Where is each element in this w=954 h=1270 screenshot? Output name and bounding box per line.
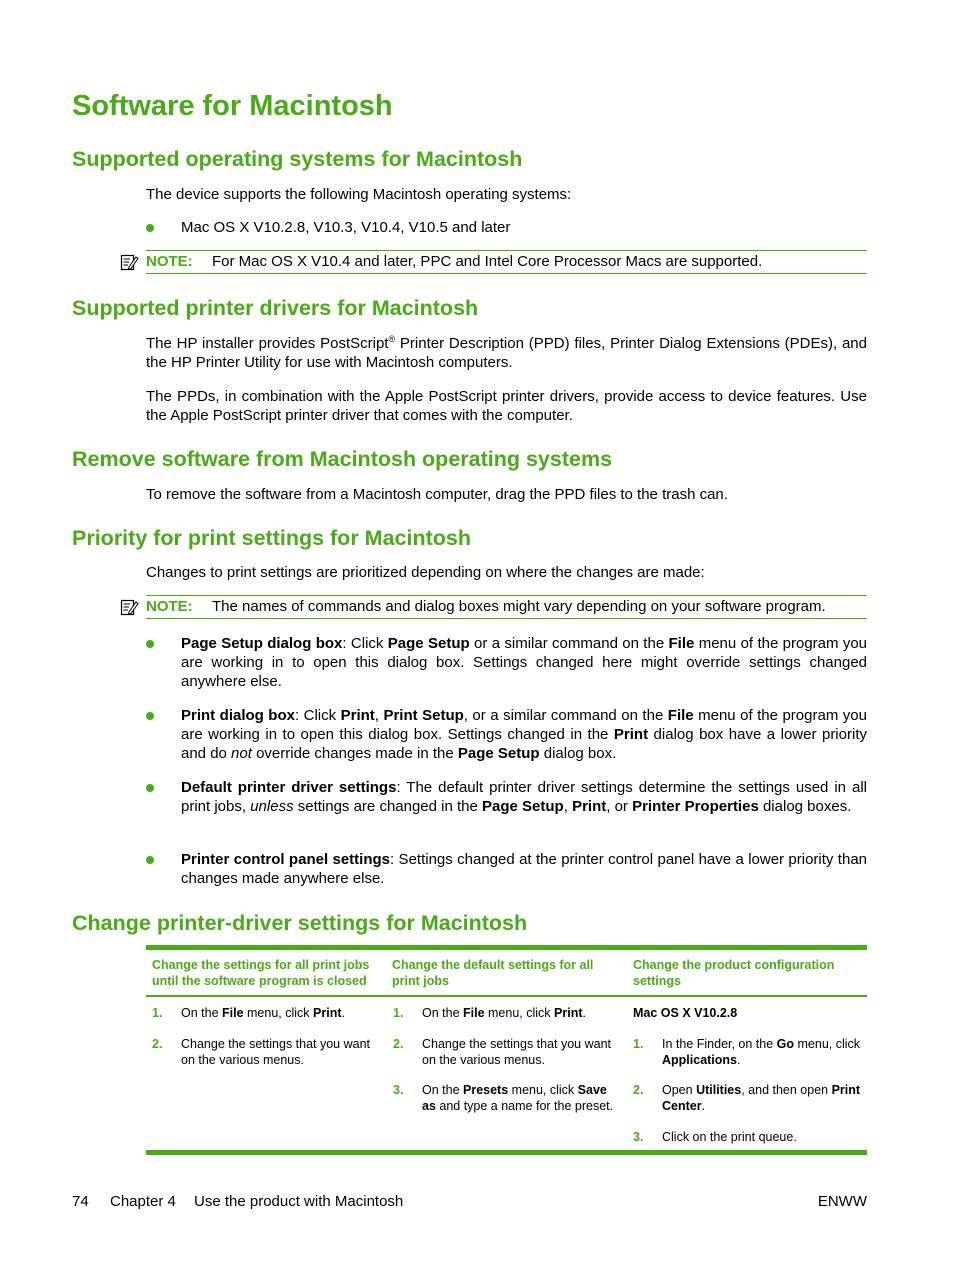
table-cell: Change the settings that you want on the various menus. — [422, 1037, 612, 1067]
table-cell: On the File menu, click Print. — [422, 1006, 586, 1020]
heading-change-settings: Change printer-driver settings for Macintosh — [72, 911, 528, 935]
table-top-rule — [146, 945, 867, 950]
table-cell: Click on the print queue. — [662, 1130, 797, 1144]
drivers-paragraph-2: The PPDs, in combination with the Apple PostScript printer drivers, provide access to device features. Use the Apple PostScript printer driver that comes with the computer. — [146, 388, 867, 424]
step-number: 3. — [633, 1130, 644, 1144]
note-pencil-icon — [120, 598, 139, 617]
page-number: 74 — [72, 1193, 89, 1210]
os-intro: The device supports the following Macintosh operating systems: — [146, 186, 572, 203]
os-bullet: Mac OS X V10.2.8, V10.3, V10.4, V10.5 and later — [181, 219, 511, 236]
drivers-paragraph-1: The HP installer provides PostScript® Printer Description (PPD) files, Printer Dialog Extensions (PDEs), and the HP Printer Utility for use with Macintosh computers. — [146, 334, 867, 371]
table-cell: On the File menu, click Print. — [181, 1006, 345, 1020]
note-label: NOTE: — [146, 253, 193, 270]
priority-intro: Changes to print settings are prioritized depending on where the changes are made: — [146, 564, 705, 581]
heading-remove-software: Remove software from Macintosh operating systems — [72, 447, 613, 471]
bullet-icon — [146, 856, 154, 864]
bullet-icon — [146, 640, 154, 648]
footer-right: ENWW — [817, 1193, 867, 1210]
table-cell: Open Utilities, and then open Print Center. — [662, 1083, 861, 1113]
step-number: 2. — [393, 1037, 404, 1051]
bullet-control-panel: Printer control panel settings: Settings changed at the printer control panel have a lower priority than changes made anywhere else. — [181, 851, 868, 887]
heading-supported-os: Supported operating systems for Macintosh — [72, 147, 523, 171]
bullet-icon — [146, 784, 154, 792]
note-text: The names of commands and dialog boxes might vary depending on your software program. — [212, 598, 826, 615]
table-header-col2: Change the default settings for all print jobs — [392, 958, 594, 988]
table-cell: Change the settings that you want on the various menus. — [181, 1037, 371, 1067]
bullet-icon — [146, 712, 154, 720]
note-pencil-icon — [120, 253, 139, 272]
bullet-page-setup: Page Setup dialog box: Click Page Setup or a similar command on the File menu of the program you are working in to open this dialog box. Settings changed here might override settings changed anywhere else. — [181, 635, 868, 690]
remove-paragraph: To remove the software from a Macintosh computer, drag the PPD files to the trash can. — [146, 486, 728, 503]
table-cell: On the Presets menu, click Save as and type a name for the preset. — [422, 1083, 614, 1113]
note-os — [146, 250, 867, 274]
bullet-icon — [146, 224, 154, 232]
step-number: 1. — [393, 1006, 404, 1020]
step-number: 2. — [152, 1037, 163, 1051]
note-text: For Mac OS X V10.4 and later, PPC and Intel Core Processor Macs are supported. — [212, 253, 763, 270]
heading-printer-drivers: Supported printer drivers for Macintosh — [72, 296, 479, 320]
table-bottom-rule — [146, 1150, 867, 1155]
heading-priority: Priority for print settings for Macintosh — [72, 526, 471, 550]
footer-chapter: Chapter 4 — [110, 1193, 176, 1210]
step-number: 3. — [393, 1083, 404, 1097]
table-header-col3: Change the product configuration settings — [633, 958, 835, 988]
step-number: 1. — [152, 1006, 163, 1020]
table-subheading: Mac OS X V10.2.8 — [633, 1006, 738, 1020]
bullet-print-dialog: Print dialog box: Click Print, Print Setup, or a similar command on the File menu of the program you are working in to open this dialog box. Settings changed in the Print dialog box have a lower priority and do not override changes made in the Page Setup dialog box. — [181, 707, 867, 762]
bullet-default-driver: Default printer driver settings: The default printer driver settings determine the settings used in all print jobs, unless settings are changed in the Page Setup, Print, or Printer Properties dialog boxes. — [181, 779, 867, 815]
note-label: NOTE: — [146, 598, 193, 615]
table-header-col1: Change the settings for all print jobs until the software program is closed — [152, 958, 370, 988]
step-number: 2. — [633, 1083, 644, 1097]
footer-chapter-title: Use the product with Macintosh — [194, 1193, 404, 1210]
page-title: Software for Macintosh — [72, 90, 393, 122]
table-header-rule — [146, 995, 867, 997]
table-cell: In the Finder, on the Go menu, click Applications. — [662, 1037, 861, 1067]
step-number: 1. — [633, 1037, 644, 1051]
note-priority — [146, 595, 867, 619]
